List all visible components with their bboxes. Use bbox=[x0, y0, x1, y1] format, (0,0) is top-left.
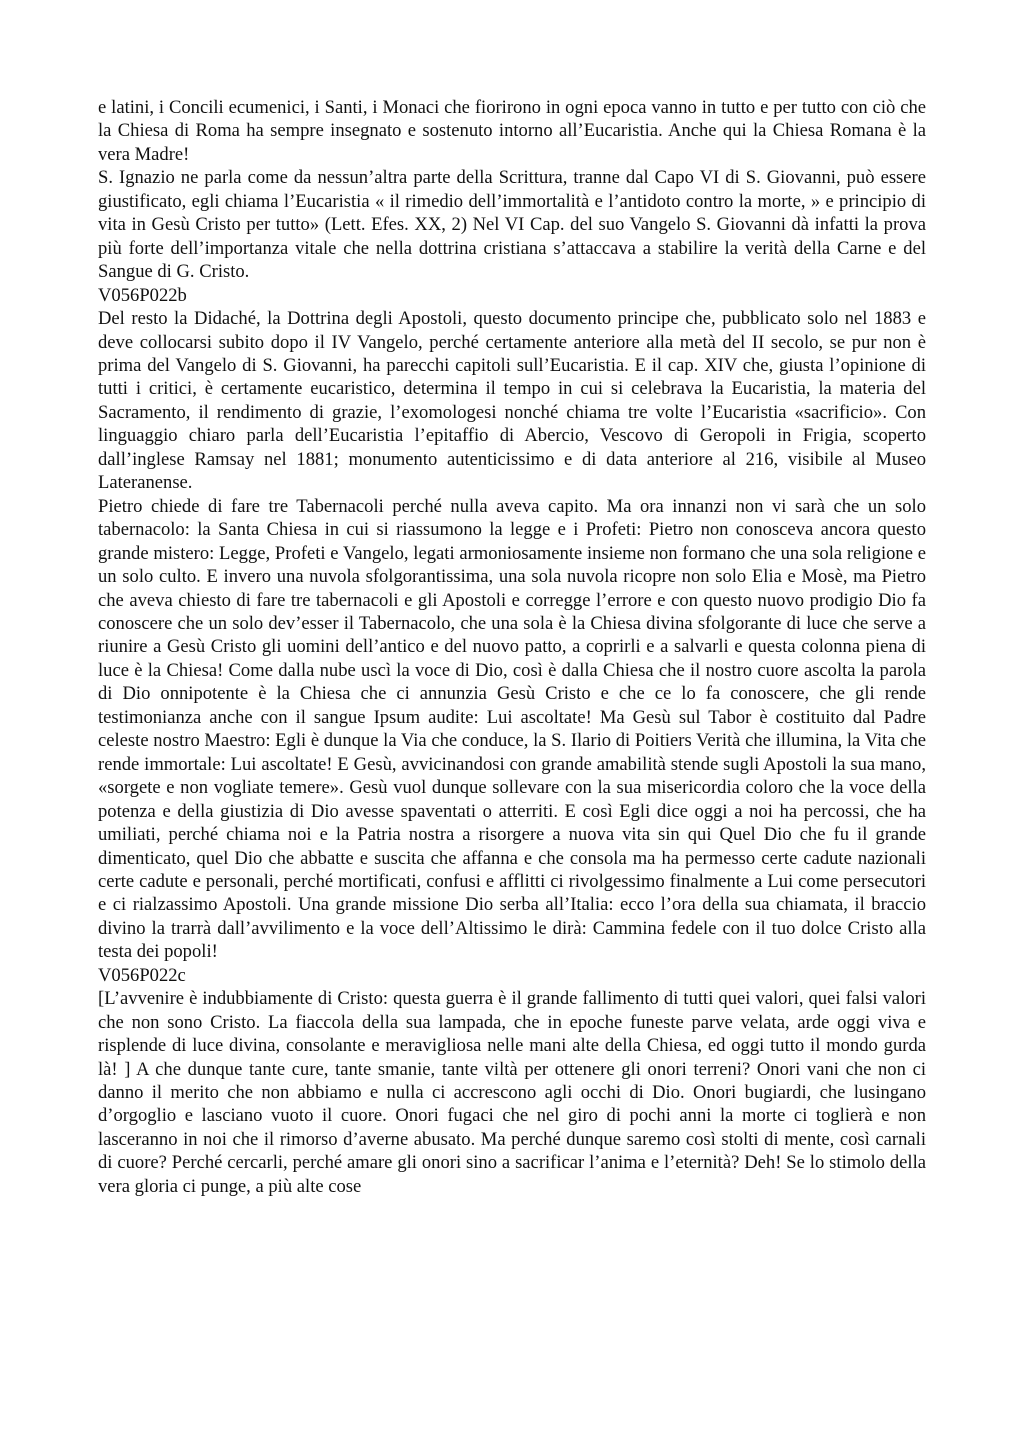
document-page bbox=[98, 96, 926, 1198]
paragraph-honors: [L’avvenire è indubbiamente di Cristo: questa guerra è il grande fallimento di tutti quei valori, quei falsi valori che non sono Cristo. La fiaccola della sua lampada, che in epoche funeste parve velata, arde oggi viva e risplende di luce divina, consolante e meravigliosa nelle mani alte della Chiesa, ed oggi tutto il mondo gurda là! ] A che dunque tante cure, tante smanie, tante viltà per ottenere gli onori terreni? Onori vani che non ci danno il merito che non abbiamo e nulla ci accrescono agli occhi di Dio. Onori bugiardi, che lusingano d’orgoglio e lasciano vuoto il cuore. Onori fugaci che nel giro di pochi anni la morte ci toglierà e non lasceranno in noi che il rimorso d’averne abusato. Ma perché dunque saremo così stolti di mente, così carnali di cuore? Perché cercarli, perché amare gli onori sino a sacrificar l’anima e l’eternità? Deh! Se lo stimolo della vera gloria ci punge, a più alte cose bbox=[98, 988, 926, 1197]
paragraph-eucharist-church: e latini, i Concili ecumenici, i Santi, i Monaci che fiorirono in ogni epoca vanno in tutto e per tutto con ciò che la Chiesa di Roma ha sempre insegnato e sostenuto intorno all’Eucaristia. Anche qui la Chiesa Romana è la vera Madre! bbox=[98, 97, 926, 165]
paragraph-tabernacles: Pietro chiede di fare tre Tabernacoli perché nulla aveva capito. Ma ora innanzi non vi sarà che un solo tabernacolo: la Santa Chiesa in cui si riassumono la legge e i Profeti: Pietro non conosceva ancora questo grande mistero: Legge, Profeti e Vangelo, legati armoniosamente insieme non formano che una sola religione e un solo culto. E invero una nuvola sfolgorantissima, una sola nuvola ricopre non solo Elia e Mosè, ma Pietro che aveva chiesto di fare tre tabernacoli e gli Apostoli e corregge l’errore e con questo nuovo prodigio Dio fa conoscere che un solo dev’esser il Tabernacolo, che una sola è la Chiesa divina sfolgorante di luce che serve a riunire a Gesù Cristo gli uomini dell’antico e del nuovo patto, a coprirli e a salvarli e questa colonna piena di luce è la Chiesa! Come dalla nube uscì la voce di Dio, così è dalla Chiesa che il nostro cuore ascolta la parola di Dio onnipotente è la Chiesa che ci annunzia Gesù Cristo e che ce lo fa conoscere, che gli rende testimonianza anche con il sangue Ipsum audite: Lui ascoltate! Ma Gesù sul Tabor è costituito dal Padre celeste nostro Maestro: Egli è dunque la Via che conduce, la S. Ilario di Poitiers Verità che illumina, la Vita che rende immortale: Lui ascoltate! E Gesù, avvicinandosi con grande amabilità stende sugli Apostoli la sua mano, «sorgete e non vogliate temere». Gesù vuol dunque sollevare con la sua misericordia coloro che la voce della potenza e della giustizia di Dio avesse spaventati o atterriti. E così Egli dice oggi a noi ha percossi, che ha umiliati, perché chiama noi e la Patria nostra a risorgere a nuova vita sin qui Quel Dio che fu il grande dimenticato, quel Dio che abbatte e suscita che affanna e che consola ma ha permesso certe cadute nazionali certe cadute e personali, perché mortificati, confusi e afflitti ci rivolgessimo finalmente a Lui come persecutori e ci rialzassimo Apostoli. Una grande missione Dio serba all’Italia: ecco l’ora della sua chiamata, il braccio divino la trarrà dall’avvilimento e la voce dell’Altissimo le dirà: Cammina fedele con il tuo dolce Cristo alla testa dei popoli! bbox=[98, 495, 926, 963]
page-marker-c: V056P022c bbox=[98, 964, 186, 986]
paragraph-ignatius: S. Ignazio ne parla come da nessun’altra parte della Scrittura, tranne dal Capo VI di S. Giovanni, può essere giustificato, egli chiama l’Eucaristia « il rimedio dell’immortalità e l’antidoto contro la morte, » e principio di vita in Gesù Cristo per tutto» (Lett. Efes. XX, 2) Nel VI Cap. del suo Vangelo S. Giovanni dà infatti la prova più forte dell’importanza vitale che nella dottrina cristiana s’attaccava a stabilire la verità della Carne e del Sangue di G. Cristo. bbox=[98, 167, 926, 283]
paragraph-didache: Del resto la Didaché, la Dottrina degli Apostoli, questo documento principe che, pubblicato solo nel 1883 e deve collocarsi subito dopo il IV Vangelo, perché certamente anteriore alla metà del II secolo, se pur non è prima del Vangelo di S. Giovanni, ha parecchi capitoli sull’Eucaristia. E il cap. XIV che, giusta l’opinione di tutti i critici, è certamente eucaristico, determina il tempo in cui si celebrava la Eucaristia, la materia del Sacramento, il rendimento di grazie, l’exomologesi nonché chiama tre volte l’Eucaristia «sacrificio». Con linguaggio chiaro parla dell’Eucaristia l’epitaffio di Abercio, Vescovo di Geropoli in Frigia, scoperto dall’inglese Ramsay nel 1881; monumento autenticissimo e di data anteriore al 216, visibile al Museo Lateranense. bbox=[98, 308, 926, 494]
page-marker-b: V056P022b bbox=[98, 284, 187, 306]
